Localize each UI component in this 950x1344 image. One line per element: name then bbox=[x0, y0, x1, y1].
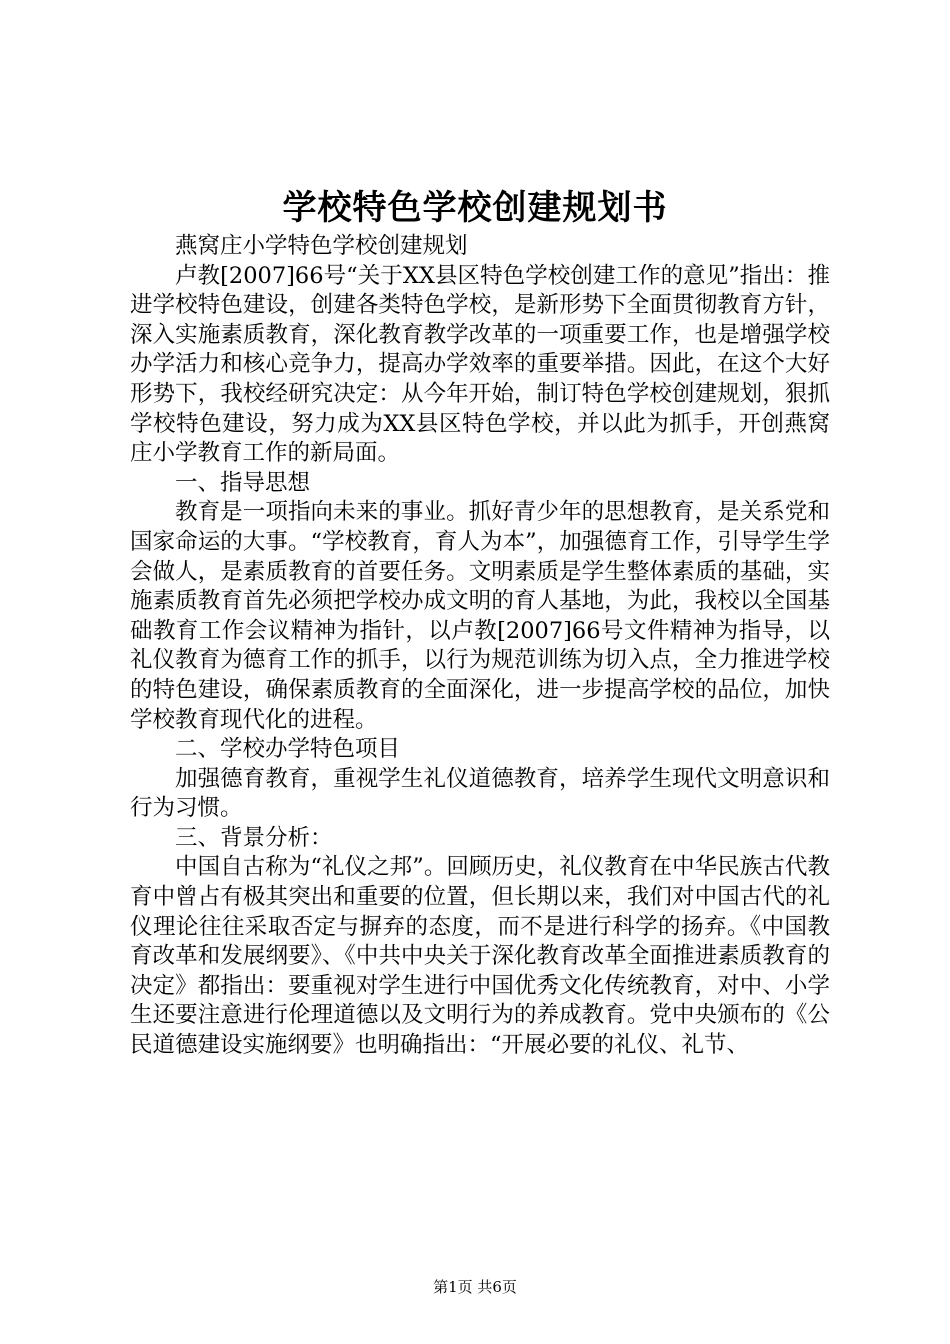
page-footer: 第1页 共6页 bbox=[433, 1278, 517, 1296]
section-heading-guiding-thought: 一、指导思想 bbox=[175, 469, 311, 496]
document-body bbox=[130, 232, 830, 1061]
section-heading-school-feature: 二、学校办学特色项目 bbox=[175, 736, 401, 763]
paragraph-intro: 卢教[2007]66号“关于XX县区特色学校创建工作的意见”指出：推进学校特色建设，创建各类特色学校，是新形势下全面贯彻教育方针，深入实施素质教育，深化教育教学改革的一项重要工作，也是增强学校办学活力和核心竞争力，提高办学效率的重要举措。因此，在这个大好形势下，我校经研究决定：从今年开始，制订特色学校创建规划，狠抓学校特色建设，努力成为XX县区特色学校，并以此为抓手，开创燕窝庄小学教育工作的新局面。 bbox=[130, 262, 830, 467]
paragraph-guiding-thought: 教育是一项指向未来的事业。抓好青少年的思想教育，是关系党和国家命运的大事。“学校教育，育人为本”，加强德育工作，引导学生学会做人，是素质教育的首要任务。文明素质是学生整体素质的基础，实施素质教育首先必须把学校办成文明的育人基地，为此，我校以全国基础教育工作会议精神为指针，以卢教[2007]66号文件精神为指导，以礼仪教育为德育工作的抓手，以行为规范训练为切入点，全力推进学校的特色建设，确保素质教育的全面深化，进一步提高学校的品位，加快学校教育现代化的进程。 bbox=[130, 499, 830, 733]
document-title: 学校特色学校创建规划书 bbox=[282, 188, 668, 228]
paragraph-subtitle: 燕窝庄小学特色学校创建规划 bbox=[175, 233, 468, 259]
section-heading-background: 三、背景分析： bbox=[175, 824, 333, 851]
paragraph-school-feature: 加强德育教育，重视学生礼仪道德教育，培养学生现代文明意识和行为习惯。 bbox=[130, 765, 830, 822]
paragraph-background: 中国自古称为“礼仪之邦”。回顾历史，礼仪教育在中华民族古代教育中曾占有极其突出和重要的位置，但长期以来，我们对中国古代的礼仪理论往往采取否定与摒弃的态度，而不是进行科学的扬弃。《中国教育改革和发展纲要》、《中共中央关于深化教育改革全面推进素质教育的决定》都指出：要重视对学生进行中国优秀文化传统教育，对中、小学生还要注意进行伦理道德以及文明行为的养成教育。党中央颁布的《公民道德建设实施纲要》也明确指出：“开展必要的礼仪、礼节、 bbox=[130, 854, 830, 1059]
